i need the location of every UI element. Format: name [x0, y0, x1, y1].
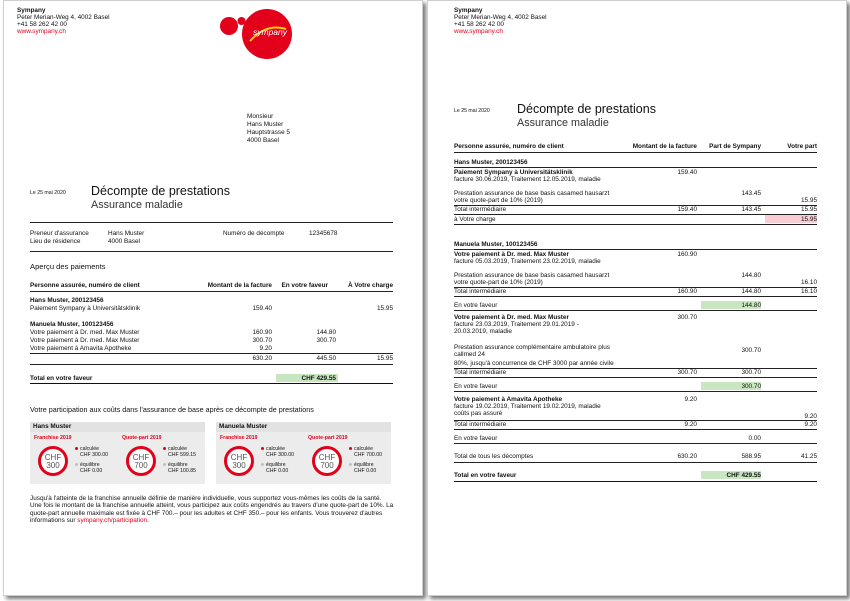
- franchise-eq-value: CHF 0.00: [266, 468, 289, 474]
- person-2-name: Manuela Muster, 100123456: [30, 321, 114, 328]
- divider: [30, 251, 393, 252]
- participation-box-hans: [30, 422, 205, 484]
- bullet-grey-icon: [349, 463, 352, 466]
- letter-date: Le 25 mai 2020: [30, 190, 66, 196]
- divider: [454, 443, 817, 444]
- ring-currency: CHF: [230, 453, 248, 462]
- all-total-your-part: 41.25: [801, 453, 817, 460]
- divider: [454, 462, 817, 463]
- bullet-red-icon: [75, 447, 78, 450]
- statement-number-value: 12345678: [309, 230, 338, 237]
- policyholder-label: Preneur d'assurance: [30, 230, 89, 237]
- supplementary-insurance-label: callmed 24: [454, 351, 485, 358]
- divider: [454, 481, 817, 482]
- participation-link[interactable]: sympany.ch/participation: [77, 516, 148, 524]
- item-title: Votre paiement à Amavita Apotheke: [454, 396, 563, 403]
- subtotal-sympany: 300.70: [741, 369, 761, 376]
- your-favour-value: 144.80: [741, 302, 761, 309]
- item-amount: 9.20: [684, 396, 697, 403]
- your-favour-label: En votre faveur: [454, 302, 498, 309]
- recipient-street: Hauptstrasse 5: [247, 129, 290, 136]
- table-cell-amount: 159.40: [252, 305, 272, 312]
- company-address: Peter Merian-Weg 4, 4002 Basel: [17, 14, 110, 21]
- page-1: [3, 0, 423, 596]
- logo-text: sympany: [253, 27, 288, 37]
- table-cell-favour: 300.70: [316, 337, 336, 344]
- ring-value: 700: [134, 461, 148, 470]
- item-amount: 159.40: [677, 169, 697, 176]
- not-insured-value: 9.20: [804, 413, 817, 420]
- col-header-person: Personne assurée, numéro de client: [30, 282, 140, 289]
- subtotal-label: Total intermédiaire: [454, 206, 507, 213]
- divider: [454, 377, 817, 378]
- residence-label: Lieu de résidence: [30, 238, 81, 245]
- col-header-sympany: Part de Sympany: [709, 143, 761, 150]
- col-header-favour: En votre faveur: [281, 282, 328, 289]
- your-charge-value: 15.95: [801, 216, 817, 223]
- company-phone: +41 58 262 42 00: [454, 21, 504, 28]
- policyholder-value: Hans Muster: [108, 230, 145, 237]
- quote-eq-value: CHF 100.85: [168, 468, 196, 474]
- subtotal-amount: 300.70: [677, 369, 697, 376]
- col-header-charge: À Votre charge: [348, 282, 393, 289]
- ring-value: 700: [320, 461, 334, 470]
- subtotal-label: Total intermédiaire: [454, 369, 507, 376]
- table-row-label: Paiement Sympany à Universitätsklinik: [30, 305, 141, 312]
- recipient-salutation: Monsieur: [247, 113, 274, 120]
- table-cell-favour: 144.80: [316, 329, 336, 336]
- divider: [454, 167, 817, 168]
- table-cell-amount: 9.20: [259, 345, 272, 352]
- table-row-label: Votre paiement à Dr. med. Max Muster: [30, 337, 140, 344]
- item-title: Votre paiement à Dr. med. Max Muster: [454, 251, 569, 258]
- quote-part-ring-icon: [126, 446, 156, 476]
- table-row-label: Votre paiement à Dr. med. Max Muster: [30, 329, 140, 336]
- bullet-grey-icon: [163, 463, 166, 466]
- person-1-name: Hans Muster, 200123456: [30, 297, 104, 304]
- divider: [454, 249, 817, 250]
- calc-label: calculée: [354, 446, 374, 452]
- divider: [454, 391, 817, 392]
- box-person-name: Hans Muster: [30, 422, 205, 432]
- your-favour-label: En votre faveur: [454, 383, 498, 390]
- divider: [454, 224, 817, 225]
- company-name: Sympany: [454, 7, 483, 14]
- item-details: facture 19.02.2019, Traitement 19.02.2019, maladie: [454, 403, 601, 410]
- all-statements-total-label: Total de tous les décomptes: [454, 453, 534, 460]
- calc-label: calculée: [80, 446, 100, 452]
- grand-total-label: Total en votre faveur: [30, 375, 93, 382]
- item-details: facture 23.03.2019, Traitement 29.01.2019 -: [454, 321, 579, 328]
- base-sympany-value: 144.80: [741, 272, 761, 279]
- overview-heading: Aperçu des paiements: [30, 262, 106, 271]
- company-name: Sympany: [17, 7, 46, 14]
- your-favour-label: En votre faveur: [454, 435, 498, 442]
- quote-eq-value: CHF 0.00: [354, 468, 377, 474]
- item-amount: 160.90: [677, 251, 697, 258]
- eq-label: équilibre: [80, 462, 100, 468]
- ring-currency: CHF: [318, 453, 336, 462]
- all-total-sympany: 588.95: [741, 453, 761, 460]
- page-subtitle: Assurance maladie: [517, 117, 609, 129]
- franchise-calc-value: CHF 300.00: [266, 452, 294, 458]
- box-person-name: Manuela Muster: [216, 422, 391, 432]
- divider: [454, 152, 817, 153]
- franchise-label: Franchise 2019: [34, 435, 72, 441]
- company-website-link[interactable]: www.sympany.ch: [454, 28, 503, 35]
- letter-date: Le 25 mai 2020: [454, 108, 490, 114]
- bullet-grey-icon: [75, 463, 78, 466]
- page-2: [427, 0, 847, 596]
- subtotal-sympany: 143.45: [741, 206, 761, 213]
- franchise-label: Franchise 2019: [220, 435, 258, 441]
- subtotal-amount: 159.40: [677, 206, 697, 213]
- quote-part-line: votre quote-part de 10% (2019): [454, 279, 543, 286]
- item-details: 20.03.2019, maladie: [454, 328, 512, 335]
- base-sympany-value: 143.45: [741, 190, 761, 197]
- quote-calc-value: CHF 700.00: [354, 452, 382, 458]
- table-cell-amount: 160.90: [252, 329, 272, 336]
- franchise-eq-value: CHF 0.00: [80, 468, 103, 474]
- your-charge-label: à Votre charge: [454, 216, 496, 223]
- col-header-person: Personne assurée, numéro de client: [454, 143, 564, 150]
- base-insurance-label: Prestation assurance de base basis casamed hausarzt: [454, 272, 610, 279]
- grand-total-value: CHF 429.55: [726, 472, 761, 479]
- person-1-name: Hans Muster, 200123456: [454, 159, 528, 166]
- grand-total-value: CHF 429.55: [301, 375, 336, 382]
- divider: [30, 353, 393, 354]
- calc-label: calculée: [266, 446, 286, 452]
- not-insured-label: coûts pas assuré: [454, 410, 503, 417]
- base-insurance-label: Prestation assurance de base basis casamed hausarzt: [454, 190, 610, 197]
- participation-box-manuela: [216, 422, 391, 484]
- your-favour-value: 0.00: [748, 435, 761, 442]
- subtotal-sympany: 144.80: [741, 288, 761, 295]
- franchise-ring-icon: [38, 446, 68, 476]
- divider: [30, 364, 393, 365]
- item-details: facture 30.06.2019, Traitement 12.05.2019, maladie: [454, 176, 601, 183]
- participation-paragraph: [30, 495, 394, 524]
- subtotal-your-part: 9.20: [804, 421, 817, 428]
- all-total-amount: 630.20: [677, 453, 697, 460]
- item-title: Votre paiement à Dr. med. Max Muster: [454, 314, 569, 321]
- col-header-your-part: Votre part: [787, 143, 817, 150]
- ring-currency: CHF: [132, 453, 150, 462]
- col-header-amount: Montant de la facture: [207, 282, 272, 289]
- divider: [30, 222, 393, 223]
- bullet-grey-icon: [261, 463, 264, 466]
- paragraph-end: .: [147, 516, 149, 524]
- paragraph-text: Jusqu'à l'atteinte de la franchise annuelle définie de manière individuelle, vous supportez vous-mêmes les coûts de la santé. Une fois le montant de la franchise annuelle atteint, vous participez aux coûts engendrés au travers d'une quote-part de 10%. La quote-part annuelle maximale est fixée à CHF 700.– pour les adultes et CHF 350.– pour les enfants. Vous trouverez d'autres informations sur: [30, 495, 394, 524]
- bullet-red-icon: [163, 447, 166, 450]
- eq-label: équilibre: [354, 462, 374, 468]
- grand-total-label: Total en votre faveur: [454, 472, 517, 479]
- recipient-name: Hans Muster: [247, 121, 284, 128]
- subtotal-your-part: 16.10: [801, 288, 817, 295]
- divider: [30, 291, 393, 292]
- subtotal-label: Total intermédiaire: [454, 421, 507, 428]
- supplementary-insurance-label: Prestation assurance complémentaire ambulatoire plus: [454, 344, 610, 351]
- item-title: Paiement Sympany à Universitätsklinik: [454, 169, 573, 176]
- company-address: Peter Merian-Weg 4, 4002 Basel: [454, 14, 547, 21]
- calc-label: calculée: [168, 446, 188, 452]
- ring-value: 300: [46, 461, 60, 470]
- statement-number-label: Numéro de décompte: [223, 230, 285, 237]
- logo-circle: [242, 9, 292, 59]
- subtotal-amount: 9.20: [684, 421, 697, 428]
- ring-value: 300: [232, 461, 246, 470]
- bullet-red-icon: [349, 447, 352, 450]
- company-phone: +41 58 262 42 00: [17, 21, 67, 28]
- quote-calc-value: CHF 599.15: [168, 452, 196, 458]
- table-row-label: Votre paiement à Amavita Apotheke: [30, 345, 132, 352]
- company-website-link[interactable]: www.sympany.ch: [17, 28, 66, 35]
- table-cell-charge: 15.95: [377, 305, 393, 312]
- page-subtitle: Assurance maladie: [91, 199, 183, 211]
- total-amount: 630.20: [252, 355, 272, 362]
- quote-part-label: Quote-part 2019: [122, 435, 162, 441]
- quote-part-ring-icon: [312, 446, 342, 476]
- item-details: facture 05.03.2019, Traitement 23.02.2019, maladie: [454, 258, 601, 265]
- supplementary-sympany-value: 300.70: [741, 347, 761, 354]
- subtotal-your-part: 15.95: [801, 206, 817, 213]
- quote-part-label: Quote-part 2019: [308, 435, 348, 441]
- ring-currency: CHF: [44, 453, 62, 462]
- quote-part-value: 15.95: [801, 197, 817, 204]
- participation-heading: Votre participation aux coûts dans l'assurance de base après ce décompte de prestations: [30, 405, 314, 414]
- franchise-calc-value: CHF 300.00: [80, 452, 108, 458]
- divider: [454, 310, 817, 311]
- total-favour: 445.50: [316, 355, 336, 362]
- divider: [454, 296, 817, 297]
- coverage-note: 80%, jusqu'à concurrence de CHF 3000 par année civile: [454, 360, 614, 367]
- subtotal-amount: 160.90: [677, 288, 697, 295]
- subtotal-label: Total intermédiaire: [454, 288, 507, 295]
- divider: [30, 383, 393, 384]
- your-favour-value: 300.70: [741, 383, 761, 390]
- quote-part-value: 16.10: [801, 279, 817, 286]
- total-charge: 15.95: [377, 355, 393, 362]
- residence-value: 4000 Basel: [108, 238, 140, 245]
- divider: [454, 429, 817, 430]
- eq-label: équilibre: [168, 462, 188, 468]
- recipient-city: 4000 Basel: [247, 137, 279, 144]
- col-header-amount: Montant de la facture: [632, 143, 697, 150]
- divider: [454, 214, 817, 215]
- page-title: Décompte de prestations: [517, 102, 656, 116]
- page-title: Décompte de prestations: [91, 184, 230, 198]
- quote-part-line: votre quote-part de 10% (2019): [454, 197, 543, 204]
- item-amount: 300.70: [677, 314, 697, 321]
- person-2-name: Manuela Muster, 100123456: [454, 241, 538, 248]
- table-cell-amount: 300.70: [252, 337, 272, 344]
- franchise-ring-icon: [224, 446, 254, 476]
- eq-label: équilibre: [266, 462, 286, 468]
- bullet-red-icon: [261, 447, 264, 450]
